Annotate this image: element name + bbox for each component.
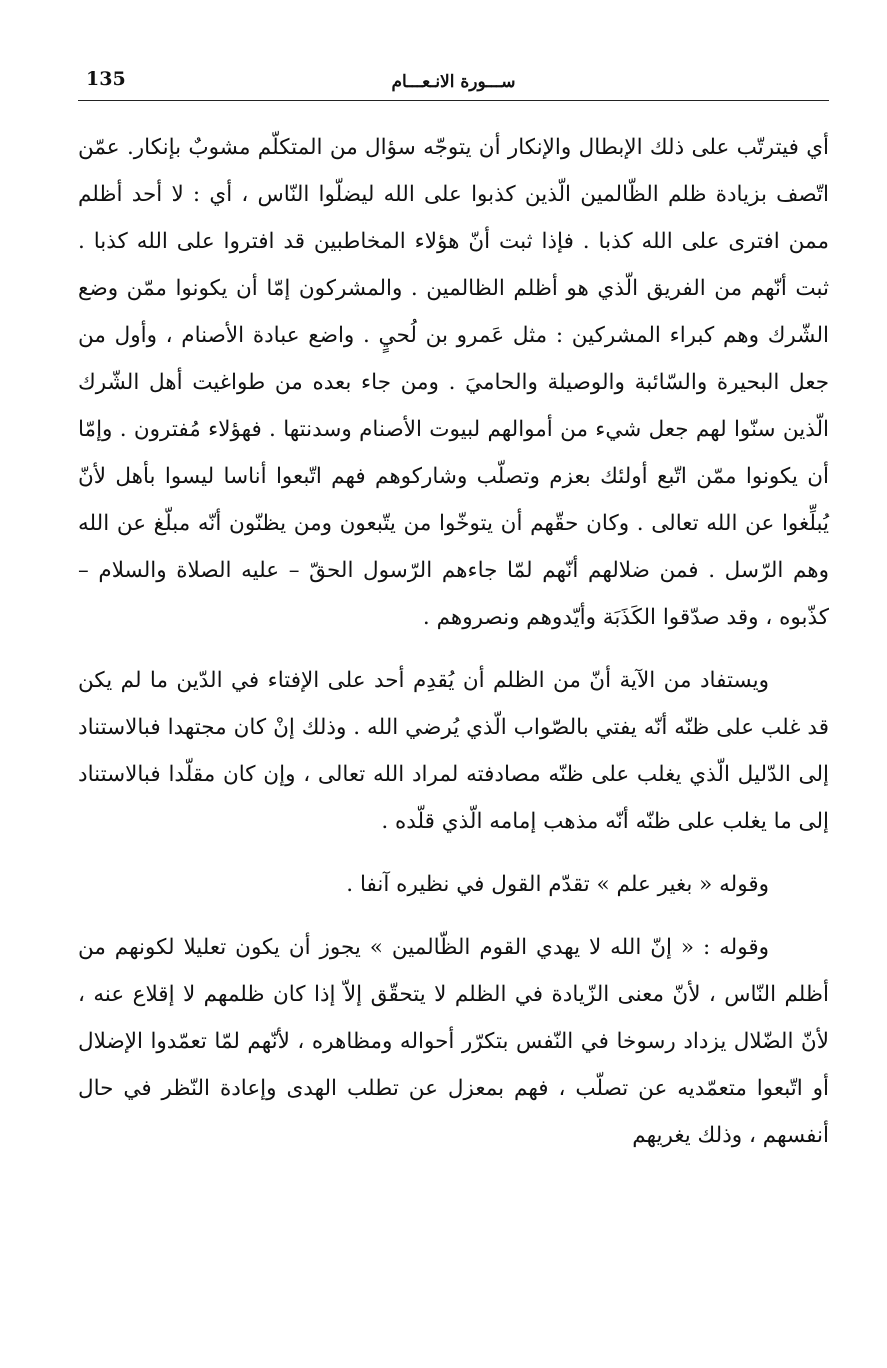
body-text <box>78 124 829 1159</box>
paragraph-2: ويستفاد من الآية أنّ من الظلم أن يُقدِم أحد على الإفتاء في الدّين ما لم يكن قد غلب على ظنّه أنّه يفتي بالصّواب الّذي يُرضي الله . وذلك إنْ كان مجتهدا فبالاستناد إلى الدّليل الّذي يغلب على ظنّه مصادفته لمراد الله تعالى ، وإن كان مقلّدا فبالاستناد إلى ما يغلب على ظنّه أنّه مذهب إمامه الّذي قلّده . <box>78 668 829 834</box>
paragraph-gap <box>78 845 829 861</box>
paragraph-gap <box>78 641 829 657</box>
paragraph-1: أي فيترتّب على ذلك الإبطال والإنكار أن يتوجّه سؤال من المتكلّم مشوبٌ بإنكار. عمّن اتّصف بزيادة ظلم الظّالمين الّذين كذبوا على الله ليضلّوا النّاس ، أي : لا أحد أظلم ممن افترى على الله كذبا . فإذا ثبت أنّ هؤلاء المخاطبين قد افتروا على الله كذبا . ثبت أنّهم من الفريق الّذي هو أظلم الظالمين . والمشركون إمّا أن يكونوا ممّن وضع الشّرك وهم كبراء المشركين : مثل عَمرو بن لُحيٍ . واضع عبادة الأصنام ، وأول من جعل البحيرة والسّائبة والوصيلة والحاميَ . ومن جاء بعده من طواغيت أهل الشّرك الّذين سنّوا لهم جعل شيء من أموالهم لبيوت الأصنام وسدنتها . فهؤلاء مُفترون . وإمّا أن يكونوا ممّن اتّبع أولئك بعزم وتصلّب وشاركوهم فهم اتّبعوا أناسا ليسوا بأهل لأنّ يُبلِّغوا عن الله تعالى . وكان حقّهم أن يتوخّوا من يتّبعون ومن يظنّون أنّه مبلّغ عن الله وهم الرّسل . فمن ضلالهم أنّهم لمّا جاءهم الرّسول الحقّ – عليه الصلاة والسلام – كذّبوه ، وقد صدّقوا الكَذَبَة وأيّدوهم ونصروهم . <box>78 135 830 630</box>
page-number: 135 <box>86 68 126 90</box>
paragraph-gap <box>78 908 829 924</box>
page-header <box>78 66 829 101</box>
paragraph-4: وقوله : « إنّ الله لا يهدي القوم الظّالمين » يجوز أن يكون تعليلا لكونهم من أظلم النّاس ، لأنّ معنى الزّيادة في الظلم لا يتحقّق إلاّ إذا كان ظلمهم لا إقلاع عنه ، لأنّ الضّلال يزداد رسوخا في النّفس بتكرّر أحواله ومظاهره ، لأنّهم لمّا تعمّدوا الإضلال أو اتّبعوا متعمّديه عن تصلّب ، فهم بمعزل عن تطلب الهدى وإعادة النّظر في حال أنفسهم ، وذلك يغريهم <box>78 935 829 1148</box>
running-title: ســـورة الانـعـــام <box>391 72 516 92</box>
paragraph-3: وقوله « بغير علم » تقدّم القول في نظيره آنفا . <box>346 872 769 897</box>
